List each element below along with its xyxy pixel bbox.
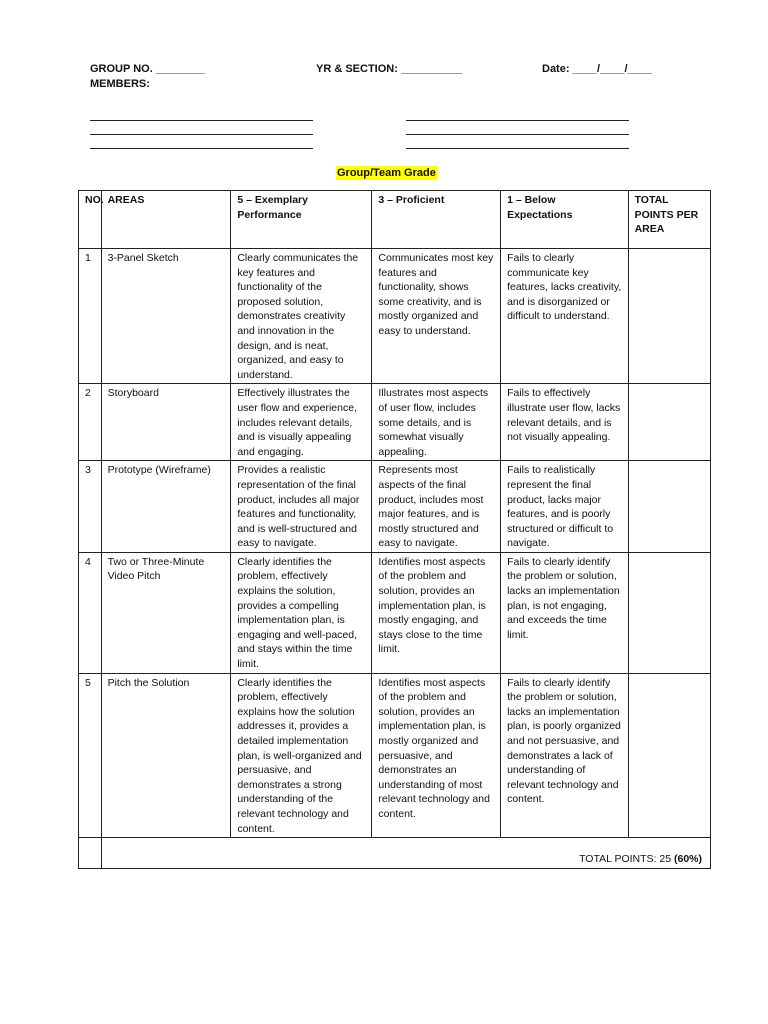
group-no-label: GROUP NO. ________ bbox=[90, 63, 205, 75]
row-number: 5 bbox=[79, 673, 102, 838]
rubric-table bbox=[78, 190, 711, 869]
header-no: NO. bbox=[79, 191, 102, 249]
row-exemplary: Clearly identifies the problem, effectively explains the solution, provides a compelling implementation plan, is engaging and well-paced, and stays within the time limit. bbox=[231, 552, 372, 673]
row-number: 3 bbox=[79, 461, 102, 553]
yr-section-label: YR & SECTION: __________ bbox=[316, 63, 463, 75]
row-total-points[interactable] bbox=[628, 552, 710, 673]
row-below-expectations: Fails to effectively illustrate user flow, lacks relevant details, and is not visually appealing. bbox=[501, 384, 629, 461]
total-points-percent: (60%) bbox=[673, 853, 702, 866]
total-row bbox=[79, 838, 711, 869]
header-proficient: 3 – Proficient bbox=[372, 191, 501, 249]
table-row bbox=[79, 552, 711, 673]
header-total-points: TOTAL POINTS PER AREA bbox=[628, 191, 710, 249]
member-line-1[interactable] bbox=[90, 120, 313, 121]
row-proficient: Identifies most aspects of the problem and solution, provides an implementation plan, is mostly organized and persuasive, and demonstrates an understanding of most relevant technology and content. bbox=[372, 673, 501, 838]
row-exemplary: Clearly communicates the key features and functionality of the proposed solution, demonstrates creativity and innovation in the design, and is neat, organized, and easy to understand. bbox=[231, 249, 372, 384]
member-line-5[interactable] bbox=[406, 134, 629, 135]
header-row bbox=[79, 191, 711, 249]
row-total-points[interactable] bbox=[628, 249, 710, 384]
row-exemplary: Clearly identifies the problem, effectively explains how the solution addresses it, provides a detailed implementation plan, is well-organized and persuasive, and demonstrates a strong understanding of the relevant technology and content. bbox=[231, 673, 372, 838]
total-points-cell bbox=[101, 838, 710, 869]
member-line-6[interactable] bbox=[406, 148, 629, 149]
row-below-expectations: Fails to clearly communicate key features, lacks creativity, and is disorganized or difficult to understand. bbox=[501, 249, 629, 384]
row-below-expectations: Fails to clearly identify the problem or solution, lacks an implementation plan, is not engaging, and exceeds the time limit. bbox=[501, 552, 629, 673]
row-proficient: Illustrates most aspects of user flow, includes some details, and is somewhat visually appealing. bbox=[372, 384, 501, 461]
members-label: MEMBERS: bbox=[90, 78, 150, 90]
row-total-points[interactable] bbox=[628, 461, 710, 553]
section-title: Group/Team Grade bbox=[337, 167, 436, 179]
row-area: 3-Panel Sketch bbox=[101, 249, 231, 384]
header-below-expectations: 1 – Below Expectations bbox=[501, 191, 629, 249]
table-row bbox=[79, 461, 711, 553]
row-below-expectations: Fails to clearly identify the problem or solution, lacks an implementation plan, is poorly organized and not persuasive, and demonstrates a lack of understanding of relevant technology and content. bbox=[501, 673, 629, 838]
member-line-3[interactable] bbox=[90, 148, 313, 149]
row-number: 1 bbox=[79, 249, 102, 384]
row-area: Prototype (Wireframe) bbox=[101, 461, 231, 553]
row-proficient: Communicates most key features and functionality, shows some creativity, and is mostly organized and easy to understand. bbox=[372, 249, 501, 384]
row-proficient: Identifies most aspects of the problem and solution, provides an implementation plan, is mostly engaging, and stays close to the time limit. bbox=[372, 552, 501, 673]
date-label: Date: ____/____/____ bbox=[542, 63, 653, 75]
row-total-points[interactable] bbox=[628, 673, 710, 838]
table-row bbox=[79, 249, 711, 384]
row-exemplary: Provides a realistic representation of the final product, includes all major features and functionality, and is well-structured and easy to navigate. bbox=[231, 461, 372, 553]
row-below-expectations: Fails to realistically represent the final product, lacks major features, and is poorly structured or difficult to navigate. bbox=[501, 461, 629, 553]
row-area: Two or Three-Minute Video Pitch bbox=[101, 552, 231, 673]
row-number: 2 bbox=[79, 384, 102, 461]
table-row bbox=[79, 673, 711, 838]
row-exemplary: Effectively illustrates the user flow and experience, includes relevant details, and is visually appealing and engaging. bbox=[231, 384, 372, 461]
table-row bbox=[79, 384, 711, 461]
header-areas: AREAS bbox=[101, 191, 231, 249]
row-proficient: Represents most aspects of the final product, includes most major features, and is mostly structured and easy to navigate. bbox=[372, 461, 501, 553]
total-points-label: TOTAL POINTS: 25 bbox=[579, 853, 674, 866]
total-row-empty-cell bbox=[79, 838, 102, 869]
member-line-2[interactable] bbox=[90, 134, 313, 135]
row-area: Pitch the Solution bbox=[101, 673, 231, 838]
member-line-4[interactable] bbox=[406, 120, 629, 121]
row-total-points[interactable] bbox=[628, 384, 710, 461]
header-exemplary: 5 – Exemplary Performance bbox=[231, 191, 372, 249]
row-number: 4 bbox=[79, 552, 102, 673]
row-area: Storyboard bbox=[101, 384, 231, 461]
